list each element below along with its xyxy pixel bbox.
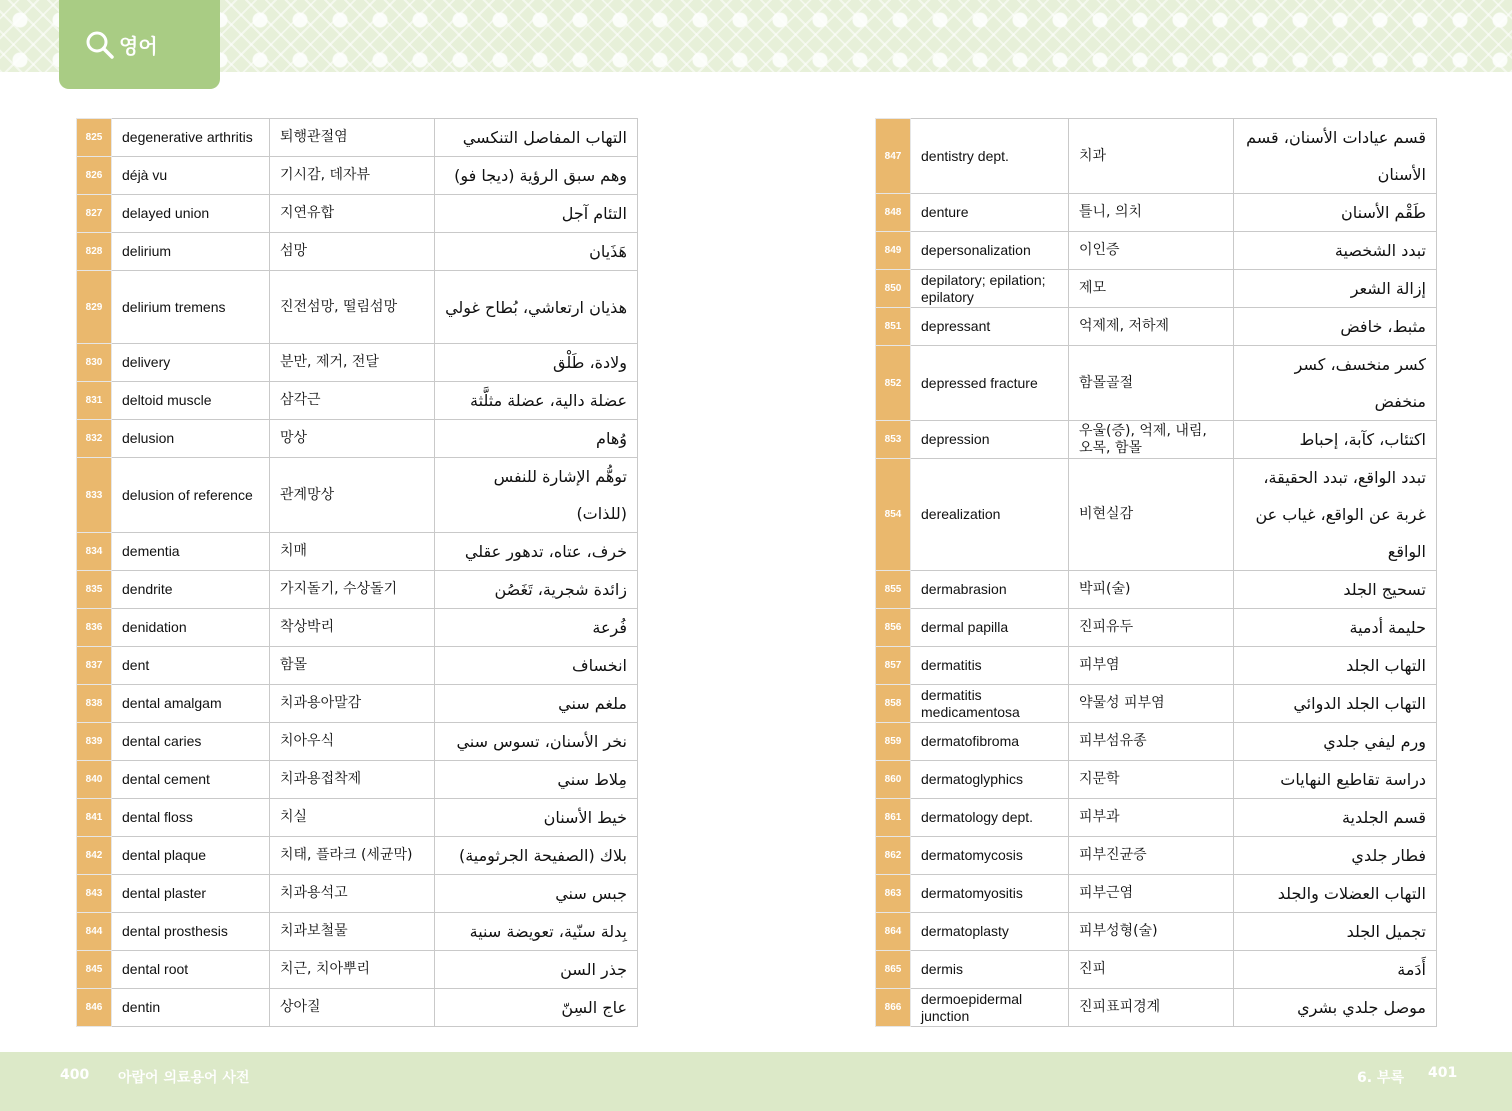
entry-number: 848 xyxy=(876,194,911,232)
korean-term: 착상박리 xyxy=(270,609,435,647)
table-row xyxy=(77,837,638,875)
korean-term: 이인증 xyxy=(1069,232,1234,270)
entry-number: 838 xyxy=(77,685,112,723)
english-term: dental floss xyxy=(112,799,270,837)
korean-term: 치아우식 xyxy=(270,723,435,761)
table-row xyxy=(77,458,638,533)
arabic-term: مثبط، خافض xyxy=(1234,308,1437,346)
arabic-term: مِلاط سني xyxy=(435,761,638,799)
entry-number: 861 xyxy=(876,799,911,837)
english-term: dermatology dept. xyxy=(911,799,1069,837)
arabic-term: كسر منخسف، كسر منخفض xyxy=(1234,346,1437,421)
table-row xyxy=(77,723,638,761)
english-term: delirium xyxy=(112,233,270,271)
korean-term: 치매 xyxy=(270,533,435,571)
korean-term: 박피(술) xyxy=(1069,571,1234,609)
page-footer xyxy=(0,1052,1512,1111)
korean-term: 상아질 xyxy=(270,989,435,1027)
arabic-term: توهُّم الإشارة للنفس (للذات) xyxy=(435,458,638,533)
arabic-term: طَقْم الأسنان xyxy=(1234,194,1437,232)
arabic-term: حليمة أدمية xyxy=(1234,609,1437,647)
left-page-number: 400 xyxy=(60,1067,90,1083)
arabic-term: عضلة دالية، عضلة مثلَّثة xyxy=(435,382,638,420)
english-term: dental plaster xyxy=(112,875,270,913)
english-term: denture xyxy=(911,194,1069,232)
korean-term: 치과보철물 xyxy=(270,913,435,951)
korean-term: 피부진균증 xyxy=(1069,837,1234,875)
arabic-term: نخر الأسنان، تسوس سني xyxy=(435,723,638,761)
korean-term: 피부성형(술) xyxy=(1069,913,1234,951)
table-row xyxy=(876,761,1437,799)
table-row xyxy=(77,271,638,344)
arabic-term: فطار جلدي xyxy=(1234,837,1437,875)
entry-number: 865 xyxy=(876,951,911,989)
table-row xyxy=(876,799,1437,837)
arabic-term: إزالة الشعر xyxy=(1234,270,1437,308)
english-term: denidation xyxy=(112,609,270,647)
korean-term: 함몰 xyxy=(270,647,435,685)
table-row xyxy=(876,571,1437,609)
korean-term: 비현실감 xyxy=(1069,459,1234,571)
english-term: dermatoplasty xyxy=(911,913,1069,951)
table-row xyxy=(77,609,638,647)
arabic-term: دراسة تقاطيع النهايات xyxy=(1234,761,1437,799)
korean-term: 삼각근 xyxy=(270,382,435,420)
arabic-term: خرف، عتاه، تدهور عقلي xyxy=(435,533,638,571)
english-term: dermoepidermal junction xyxy=(911,989,1069,1027)
arabic-term: انخساف xyxy=(435,647,638,685)
english-term: dent xyxy=(112,647,270,685)
english-term: depressed fracture xyxy=(911,346,1069,421)
korean-term: 약물성 피부염 xyxy=(1069,685,1234,723)
english-term: delayed union xyxy=(112,195,270,233)
table-row xyxy=(77,799,638,837)
english-term: dental root xyxy=(112,951,270,989)
english-term: dermabrasion xyxy=(911,571,1069,609)
english-term: depersonalization xyxy=(911,232,1069,270)
search-icon xyxy=(85,30,115,60)
left-dictionary-table xyxy=(76,118,638,1027)
korean-term: 우울(증), 억제, 내림, 오목, 함몰 xyxy=(1069,421,1234,459)
table-row xyxy=(77,420,638,458)
table-row xyxy=(876,609,1437,647)
korean-term: 진피표피경계 xyxy=(1069,989,1234,1027)
arabic-term: التهاب الجلد الدوائي xyxy=(1234,685,1437,723)
english-term: dermal papilla xyxy=(911,609,1069,647)
table-row xyxy=(876,913,1437,951)
english-term: depressant xyxy=(911,308,1069,346)
arabic-term: تبدد الشخصية xyxy=(1234,232,1437,270)
korean-term: 망상 xyxy=(270,420,435,458)
entry-number: 835 xyxy=(77,571,112,609)
entry-number: 841 xyxy=(77,799,112,837)
entry-number: 846 xyxy=(77,989,112,1027)
table-row xyxy=(77,761,638,799)
korean-term: 가지돌기, 수상돌기 xyxy=(270,571,435,609)
entry-number: 839 xyxy=(77,723,112,761)
table-row xyxy=(876,989,1437,1027)
entry-number: 864 xyxy=(876,913,911,951)
korean-term: 분만, 제거, 전달 xyxy=(270,344,435,382)
entry-number: 832 xyxy=(77,420,112,458)
english-term: degenerative arthritis xyxy=(112,119,270,157)
korean-term: 틀니, 의치 xyxy=(1069,194,1234,232)
table-row xyxy=(77,571,638,609)
table-row xyxy=(876,459,1437,571)
korean-term: 피부섬유종 xyxy=(1069,723,1234,761)
entry-number: 852 xyxy=(876,346,911,421)
english-term: dental amalgam xyxy=(112,685,270,723)
korean-term: 치실 xyxy=(270,799,435,837)
korean-term: 진전섬망, 떨림섬망 xyxy=(270,271,435,344)
table-row xyxy=(77,344,638,382)
table-row xyxy=(876,119,1437,194)
table-row xyxy=(77,533,638,571)
right-page-number: 401 xyxy=(1428,1065,1458,1081)
english-term: dental cement xyxy=(112,761,270,799)
arabic-term: خيط الأسنان xyxy=(435,799,638,837)
arabic-term: وهم سبق الرؤية (ديجا فو) xyxy=(435,157,638,195)
arabic-term: تسحيج الجلد xyxy=(1234,571,1437,609)
arabic-term: تجميل الجلد xyxy=(1234,913,1437,951)
table-row xyxy=(77,157,638,195)
english-term: derealization xyxy=(911,459,1069,571)
table-row xyxy=(876,875,1437,913)
table-row xyxy=(77,875,638,913)
entry-number: 833 xyxy=(77,458,112,533)
table-row xyxy=(876,723,1437,761)
table-row xyxy=(876,647,1437,685)
table-row xyxy=(77,951,638,989)
english-term: delusion of reference xyxy=(112,458,270,533)
entry-number: 829 xyxy=(77,271,112,344)
entry-number: 828 xyxy=(77,233,112,271)
arabic-term: أَدَمة xyxy=(1234,951,1437,989)
entry-number: 831 xyxy=(77,382,112,420)
arabic-term: قسم الجلدية xyxy=(1234,799,1437,837)
arabic-term: بلاك (الصفيحة الجرثومية) xyxy=(435,837,638,875)
entry-number: 850 xyxy=(876,270,911,308)
arabic-term: التهاب العضلات والجلد xyxy=(1234,875,1437,913)
korean-term: 제모 xyxy=(1069,270,1234,308)
entry-number: 836 xyxy=(77,609,112,647)
entry-number: 858 xyxy=(876,685,911,723)
korean-term: 퇴행관절염 xyxy=(270,119,435,157)
table-row xyxy=(77,989,638,1027)
korean-term: 피부과 xyxy=(1069,799,1234,837)
entry-number: 827 xyxy=(77,195,112,233)
korean-term: 지연유합 xyxy=(270,195,435,233)
english-term: dentin xyxy=(112,989,270,1027)
korean-term: 치과용접착제 xyxy=(270,761,435,799)
book-title: 아랍어 의료용어 사전 xyxy=(118,1070,250,1086)
arabic-term: موصل جلدي بشري xyxy=(1234,989,1437,1027)
korean-term: 관계망상 xyxy=(270,458,435,533)
table-row xyxy=(876,837,1437,875)
table-row xyxy=(876,685,1437,723)
section-label: 6. 부록 xyxy=(1357,1070,1404,1086)
arabic-term: قسم عيادات الأسنان، قسم الأسنان xyxy=(1234,119,1437,194)
entry-number: 845 xyxy=(77,951,112,989)
korean-term: 억제제, 저하제 xyxy=(1069,308,1234,346)
arabic-term: اكتئاب، كآبة، إحباط xyxy=(1234,421,1437,459)
table-row xyxy=(876,270,1437,308)
table-row xyxy=(77,913,638,951)
arabic-term: التهاب المفاصل التنكسي xyxy=(435,119,638,157)
korean-term: 피부근염 xyxy=(1069,875,1234,913)
english-term: dermatitis xyxy=(911,647,1069,685)
entry-number: 837 xyxy=(77,647,112,685)
english-term: dentistry dept. xyxy=(911,119,1069,194)
korean-term: 함몰골절 xyxy=(1069,346,1234,421)
english-term: delivery xyxy=(112,344,270,382)
entry-number: 855 xyxy=(876,571,911,609)
entry-number: 859 xyxy=(876,723,911,761)
english-term: dermatoglyphics xyxy=(911,761,1069,799)
arabic-term: بِدلة سنّية، تعويضة سنية xyxy=(435,913,638,951)
table-row xyxy=(876,346,1437,421)
english-term: dementia xyxy=(112,533,270,571)
korean-term: 섬망 xyxy=(270,233,435,271)
entry-number: 856 xyxy=(876,609,911,647)
entry-number: 847 xyxy=(876,119,911,194)
entry-number: 863 xyxy=(876,875,911,913)
entry-number: 853 xyxy=(876,421,911,459)
arabic-term: وُهام xyxy=(435,420,638,458)
entry-number: 843 xyxy=(77,875,112,913)
arabic-term: جبس سني xyxy=(435,875,638,913)
korean-term: 치태, 플라크 (세균막) xyxy=(270,837,435,875)
english-term: dermatomycosis xyxy=(911,837,1069,875)
english-term: depilatory; epilation; epilatory xyxy=(911,270,1069,308)
entry-number: 857 xyxy=(876,647,911,685)
table-row xyxy=(77,647,638,685)
korean-term: 피부염 xyxy=(1069,647,1234,685)
english-term: delusion xyxy=(112,420,270,458)
english-term: dental plaque xyxy=(112,837,270,875)
arabic-term: زائدة شجرية، تَغَصُن xyxy=(435,571,638,609)
table-row xyxy=(77,382,638,420)
arabic-term: ولادة، طَلْق xyxy=(435,344,638,382)
section-tab[interactable] xyxy=(59,0,220,89)
arabic-term: تبدد الواقع، تبدد الحقيقة، غربة عن الواقع، غياب عن الواقع xyxy=(1234,459,1437,571)
table-row xyxy=(876,308,1437,346)
english-term: dermatofibroma xyxy=(911,723,1069,761)
arabic-term: هَذَيان xyxy=(435,233,638,271)
entry-number: 851 xyxy=(876,308,911,346)
korean-term: 진피유두 xyxy=(1069,609,1234,647)
english-term: dermatomyositis xyxy=(911,875,1069,913)
table-row xyxy=(77,119,638,157)
entry-number: 840 xyxy=(77,761,112,799)
entry-number: 830 xyxy=(77,344,112,382)
entry-number: 834 xyxy=(77,533,112,571)
entry-number: 854 xyxy=(876,459,911,571)
english-term: dental caries xyxy=(112,723,270,761)
english-term: déjà vu xyxy=(112,157,270,195)
arabic-term: التئام آجل xyxy=(435,195,638,233)
arabic-term: ورم ليفي جلدي xyxy=(1234,723,1437,761)
entry-number: 844 xyxy=(77,913,112,951)
english-term: depression xyxy=(911,421,1069,459)
entry-number: 842 xyxy=(77,837,112,875)
korean-term: 진피 xyxy=(1069,951,1234,989)
table-row xyxy=(77,685,638,723)
korean-term: 치근, 치아뿌리 xyxy=(270,951,435,989)
table-row xyxy=(876,951,1437,989)
section-tab-label: 영어 xyxy=(119,34,158,58)
english-term: dermis xyxy=(911,951,1069,989)
arabic-term: هذيان ارتعاشي، بُطاح غولي xyxy=(435,271,638,344)
korean-term: 지문학 xyxy=(1069,761,1234,799)
right-dictionary-table xyxy=(875,118,1437,1027)
english-term: dermatitis medicamentosa xyxy=(911,685,1069,723)
table-row xyxy=(876,232,1437,270)
entry-number: 862 xyxy=(876,837,911,875)
korean-term: 기시감, 데자뷰 xyxy=(270,157,435,195)
header-pattern-band xyxy=(0,0,1512,72)
table-row xyxy=(77,233,638,271)
english-term: dendrite xyxy=(112,571,270,609)
english-term: delirium tremens xyxy=(112,271,270,344)
arabic-term: ملغم سني xyxy=(435,685,638,723)
korean-term: 치과용석고 xyxy=(270,875,435,913)
entry-number: 860 xyxy=(876,761,911,799)
arabic-term: فُرعة xyxy=(435,609,638,647)
arabic-term: عاج السِنّ xyxy=(435,989,638,1027)
entry-number: 826 xyxy=(77,157,112,195)
entry-number: 849 xyxy=(876,232,911,270)
table-row xyxy=(876,421,1437,459)
korean-term: 치과용아말감 xyxy=(270,685,435,723)
korean-term: 치과 xyxy=(1069,119,1234,194)
table-row xyxy=(876,194,1437,232)
entry-number: 825 xyxy=(77,119,112,157)
arabic-term: التهاب الجلد xyxy=(1234,647,1437,685)
arabic-term: جذر السن xyxy=(435,951,638,989)
entry-number: 866 xyxy=(876,989,911,1027)
english-term: deltoid muscle xyxy=(112,382,270,420)
table-row xyxy=(77,195,638,233)
english-term: dental prosthesis xyxy=(112,913,270,951)
